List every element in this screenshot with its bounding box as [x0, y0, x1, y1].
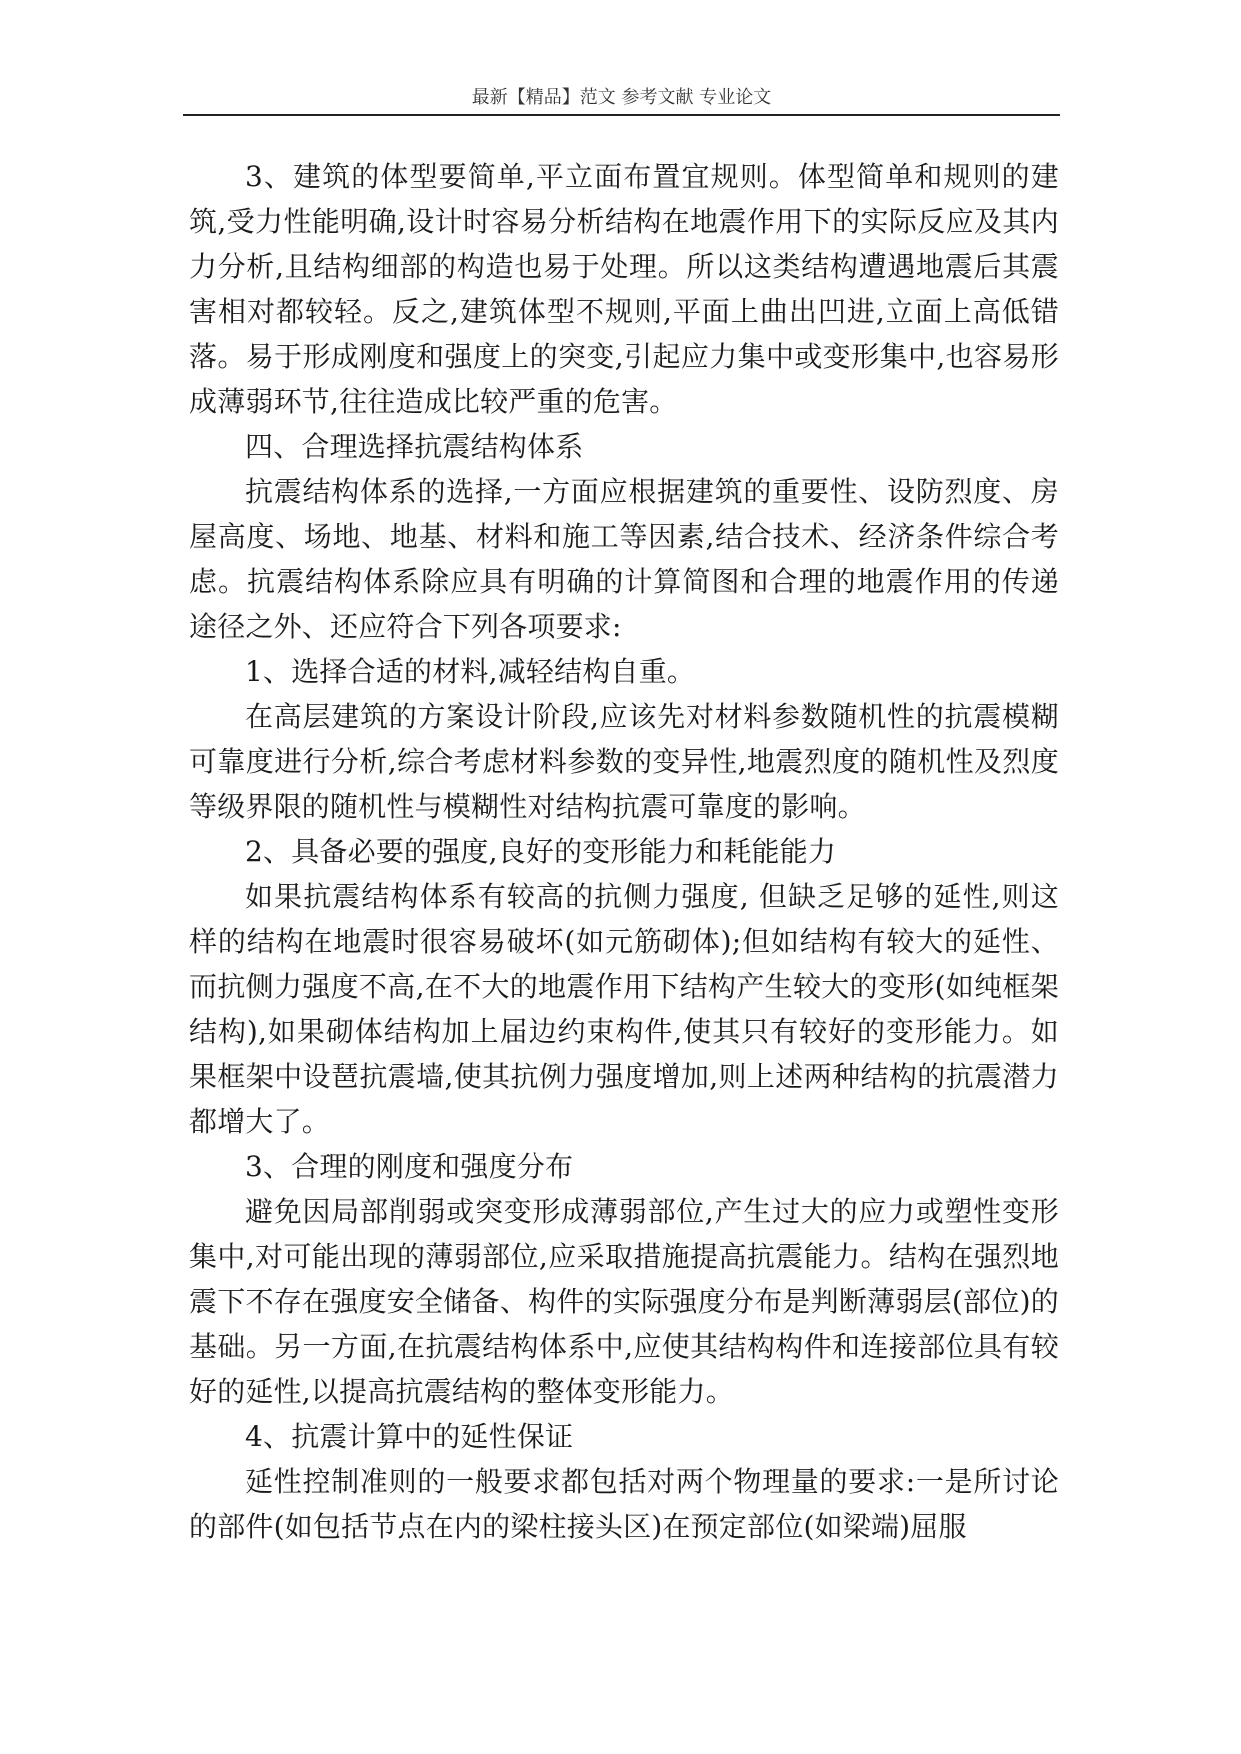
header-divider	[183, 114, 1060, 116]
document-body	[189, 154, 1059, 1549]
subheading-1: 1、选择合适的材料,减轻结构自重。	[245, 655, 696, 688]
paragraph-ductility-control: 延性控制准则的一般要求都包括对两个物理量的要求:一是所讨论的部件(如包括节点在内的梁柱接头区)在预定部位(如梁端)屈服	[189, 1465, 1059, 1543]
paragraph-strength-ductility: 如果抗震结构体系有较高的抗侧力强度, 但缺乏足够的延性,则这样的结构在地震时很容易破坏(如元筋砌体);但如结构有较大的延性、而抗侧力强度不高,在不大的地震作用下结构产生较大的变形(如纯框架结构),如果砌体结构加上届边约束构件,使其只有较好的变形能力。如果框架中设琶抗震墙,使其抗例力强度增加,则上述两种结构的抗震潜力都增大了。	[189, 880, 1059, 1138]
paragraph-system-selection: 抗震结构体系的选择,一方面应根据建筑的重要性、设防烈度、房屋高度、场地、地基、材料和施工等因素,结合技术、经济条件综合考虑。抗震结构体系除应具有明确的计算简图和合理的地震作用的传递途径之外、还应符合下列各项要求:	[189, 475, 1059, 643]
section-heading-4: 四、合理选择抗震结构体系	[245, 430, 584, 463]
subheading-2: 2、具备必要的强度,良好的变形能力和耗能能力	[245, 835, 837, 868]
subheading-4: 4、抗震计算中的延性保证	[245, 1420, 574, 1453]
paragraph-building-shape: 3、建筑的体型要简单,平立面布置宜规则。体型简单和规则的建筑,受力性能明确,设计时容易分析结构在地震作用下的实际反应及其内力分析,且结构细部的构造也易于处理。所以这类结构遭遇地震后其震害相对都较轻。反之,建筑体型不规则,平面上曲出凹进,立面上高低错落。易于形成刚度和强度上的突变,引起应力集中或变形集中,也容易形成薄弱环节,往往造成比较严重的危害。	[189, 160, 1059, 418]
paragraph-stiffness-distribution: 避免因局部削弱或突变形成薄弱部位,产生过大的应力或塑性变形集中,对可能出现的薄弱部位,应采取措施提高抗震能力。结构在强烈地震下不存在强度安全储备、构件的实际强度分布是判断薄弱层(部位)的基础。另一方面,在抗震结构体系中,应使其结构构件和连接部位具有较好的延性,以提高抗震结构的整体变形能力。	[189, 1195, 1059, 1408]
page-header: 最新【精品】范文 参考文献 专业论文	[471, 87, 772, 108]
subheading-3: 3、合理的刚度和强度分布	[245, 1150, 574, 1183]
paragraph-materials: 在高层建筑的方案设计阶段,应该先对材料参数随机性的抗震模糊可靠度进行分析,综合考虑材料参数的变异性,地震烈度的随机性及烈度等级界限的随机性与模糊性对结构抗震可靠度的影响。	[189, 700, 1059, 823]
